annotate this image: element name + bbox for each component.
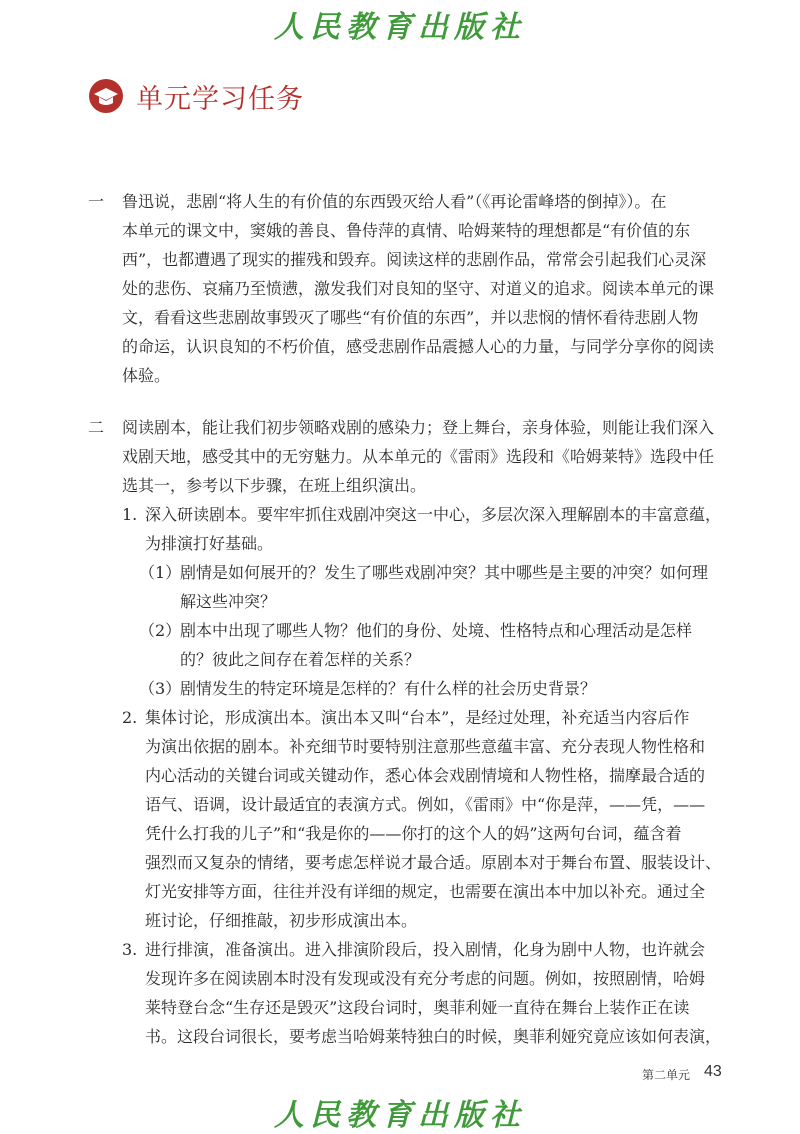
step-2-line: 灯光安排等方面，往往并没有详细的规定，也需要在演出本中加以补充。通过全 [145, 882, 706, 901]
question-2-line: 的？彼此之间存在着怎样的关系？ [180, 650, 421, 669]
task-2-marker: 二 [88, 418, 105, 437]
task-1-line: 西”，也都遭遇了现实的摧残和毁弃。阅读这样的悲剧作品，常常会引起我们心灵深 [122, 250, 707, 269]
section-title: 单元学习任务 [136, 83, 304, 115]
step-2-line: 内心活动的关键台词或关键动作，悉心体会戏剧情境和人物性格，揣摩最合适的 [145, 766, 706, 785]
step-2-line: 语气、语调，设计最适宜的表演方式。例如，《雷雨》中“你是萍，——凭，—— [145, 795, 706, 814]
task-2-line: 阅读剧本，能让我们初步领略戏剧的感染力；登上舞台，亲身体验，则能让我们深入 [122, 418, 715, 437]
task-1-marker: 一 [88, 192, 105, 211]
task-1-line: 处的悲伤、哀痛乃至愤懑，激发我们对良知的坚守、对道义的追求。阅读本单元的课 [122, 279, 715, 298]
step-1-line: 深入研读剧本。要牢牢抓住戏剧冲突这一中心，多层次深入理解剧本的丰富意蕴， [145, 505, 722, 524]
step-2-line: 凭什么打我的儿子”和“我是你的——你打的这个人的妈”这两句台词，蕴含着 [145, 824, 682, 843]
step-3-line: 莱特登台念“生存还是毁灭”这段台词时，奥菲利娅一直待在舞台上装作正在读 [145, 998, 690, 1017]
step-2-line: 集体讨论，形成演出本。演出本又叫“台本”，是经过处理，补充适当内容后作 [145, 708, 690, 727]
step-2-line: 强烈而又复杂的情绪，要考虑怎样说才最合适。原剧本对于舞台布置、服装设计、 [145, 853, 722, 872]
task-1-line: 本单元的课文中，窦娥的善良、鲁侍萍的真情、哈姆莱特的理想都是“有价值的东 [122, 221, 691, 240]
task-1-line: 鲁迅说，悲剧“将人生的有价值的东西毁灭给人看”（《再论雷峰塔的倒掉》）。在 [122, 192, 667, 211]
question-3-line: 剧情发生的特定环境是怎样的？有什么样的社会历史背景？ [180, 679, 597, 698]
question-2-line: 剧本中出现了哪些人物？他们的身份、处境、性格特点和心理活动是怎样 [180, 621, 693, 640]
step-1-marker: 1. [122, 505, 138, 524]
task-1-line: 文，看看这些悲剧故事毁灭了哪些“有价值的东西”，并以悲悯的情怀看待悲剧人物 [122, 308, 699, 327]
question-2-marker: （2） [139, 621, 182, 640]
step-1-line: 为排演打好基础。 [145, 534, 274, 553]
step-2-marker: 2. [122, 708, 138, 727]
publisher-logo-top: 人民教育出版社 [274, 10, 526, 45]
section-header [88, 74, 304, 118]
question-3-marker: （3） [139, 679, 182, 698]
step-3-marker: 3. [122, 940, 138, 959]
step-3-line: 进行排演，准备演出。进入排演阶段后，投入剧情，化身为剧中人物，也许就会 [145, 940, 706, 959]
step-2-line: 班讨论，仔细推敲，初步形成演出本。 [145, 911, 418, 930]
page-number: 43 [704, 1063, 722, 1080]
task-1-line: 的命运，认识良知的不朽价值，感受悲剧作品震撼人心的力量，与同学分享你的阅读 [122, 337, 715, 356]
task-1-line: 体验。 [122, 366, 171, 385]
step-3-line: 书。这段台词很长，要考虑当哈姆莱特独白的时候，奥菲利娅究竟应该如何表演， [145, 1027, 722, 1046]
footer-unit-label: 第二单元 [642, 1068, 691, 1082]
question-1-line: 解这些冲突？ [180, 592, 277, 611]
question-1-line: 剧情是如何展开的？发生了哪些戏剧冲突？其中哪些是主要的冲突？如何理 [180, 563, 709, 582]
task-2-line: 选其一，参考以下步骤，在班上组织演出。 [122, 476, 427, 495]
question-1-marker: （1） [139, 563, 182, 582]
task-2-line: 戏剧天地，感受其中的无穷魅力。从本单元的《雷雨》选段和《哈姆莱特》选段中任 [122, 447, 715, 466]
step-3-line: 发现许多在阅读剧本时没有发现或没有充分考虑的问题。例如，按照剧情，哈姆 [145, 969, 706, 988]
graduation-cap-icon [88, 78, 124, 114]
publisher-logo-bottom: 人民教育出版社 [274, 1098, 526, 1133]
step-2-line: 为演出依据的剧本。补充细节时要特别注意那些意蕴丰富、充分表现人物性格和 [145, 737, 706, 756]
